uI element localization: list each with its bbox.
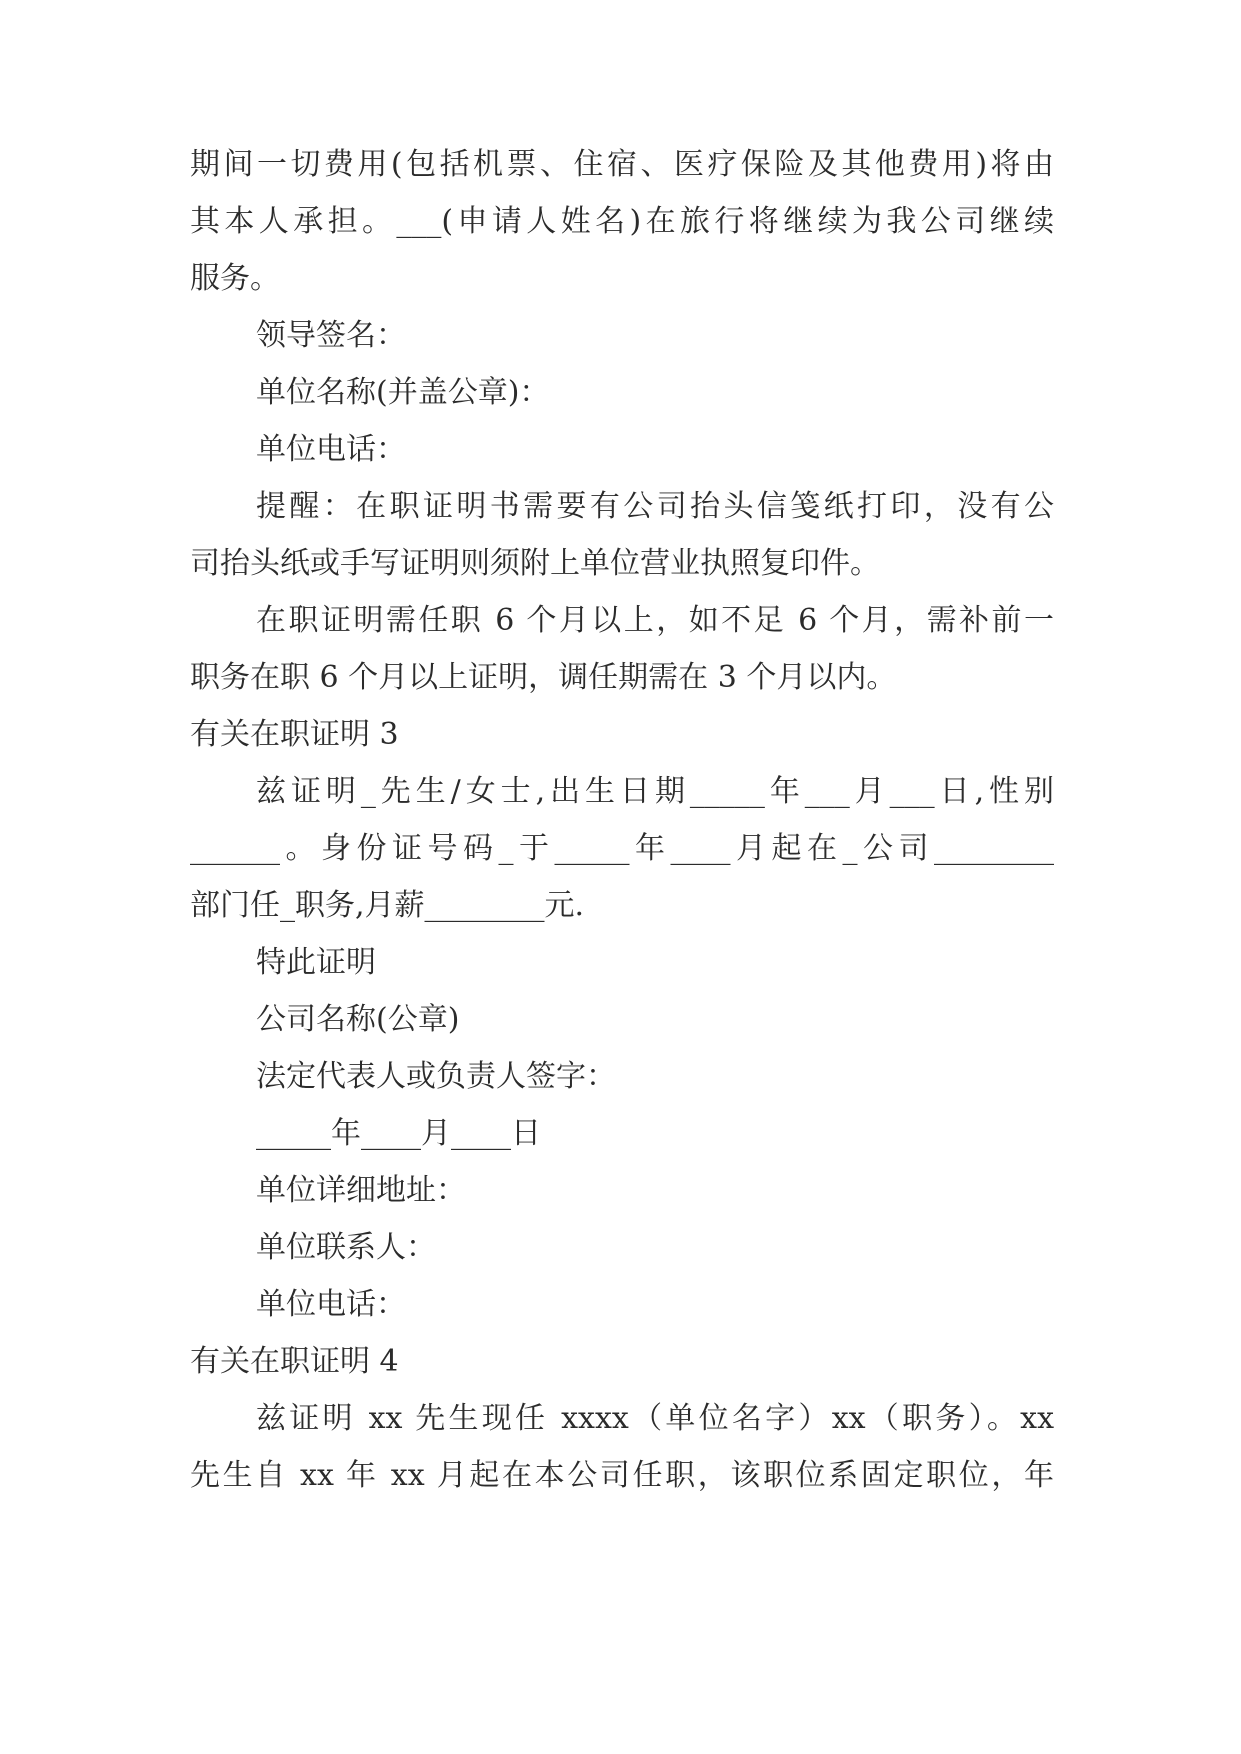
certification-line: 特此证明 xyxy=(256,945,376,980)
paragraph-line: 先生自 xx 年 xx 月起在本公司任职，该职位系固定职位，年 xyxy=(190,1458,1054,1493)
unit-contact-label: 单位联系人： xyxy=(256,1230,436,1265)
unit-address-label: 单位详细地址： xyxy=(256,1173,466,1208)
section-heading: 有关在职证明 4 xyxy=(190,1344,399,1379)
paragraph-line: 服务。 xyxy=(190,261,280,296)
unit-phone-label: 单位电话： xyxy=(256,1287,406,1322)
date-line: _____年____月____日 xyxy=(256,1116,541,1151)
unit-name-label: 单位名称(并盖公章)： xyxy=(256,375,550,410)
paragraph-line: 期间一切费用(包括机票、住宿、医疗保险及其他费用)将由 xyxy=(190,147,1054,182)
representative-signature-label: 法定代表人或负责人签字： xyxy=(256,1059,616,1094)
section-heading: 有关在职证明 3 xyxy=(190,717,399,752)
leader-signature-label: 领导签名： xyxy=(256,318,406,353)
unit-phone-label: 单位电话： xyxy=(256,432,406,467)
paragraph-line: 兹证明_先生/女士,出生日期_____年___月___日,性别 xyxy=(256,774,1054,809)
paragraph-line: 其本人承担。___(申请人姓名)在旅行将继续为我公司继续 xyxy=(190,204,1054,239)
paragraph-line: 职务在职 6 个月以上证明，调任期需在 3 个月以内。 xyxy=(190,660,897,695)
paragraph-line: 在职证明需任职 6 个月以上，如不足 6 个月，需补前一 xyxy=(256,603,1054,638)
paragraph-line: 部门任_职务,月薪________元. xyxy=(190,888,585,923)
paragraph-line: 兹证明 xx 先生现任 xxxx（单位名字）xx（职务）。xx xyxy=(256,1401,1054,1436)
reminder-line: 司抬头纸或手写证明则须附上单位营业执照复印件。 xyxy=(190,546,880,581)
company-name-label: 公司名称(公章) xyxy=(256,1002,460,1037)
paragraph-line: ______。身份证号码_于_____年____月起在_公司________ xyxy=(190,831,1054,866)
reminder-line: 提醒：在职证明书需要有公司抬头信笺纸打印，没有公 xyxy=(256,489,1054,524)
